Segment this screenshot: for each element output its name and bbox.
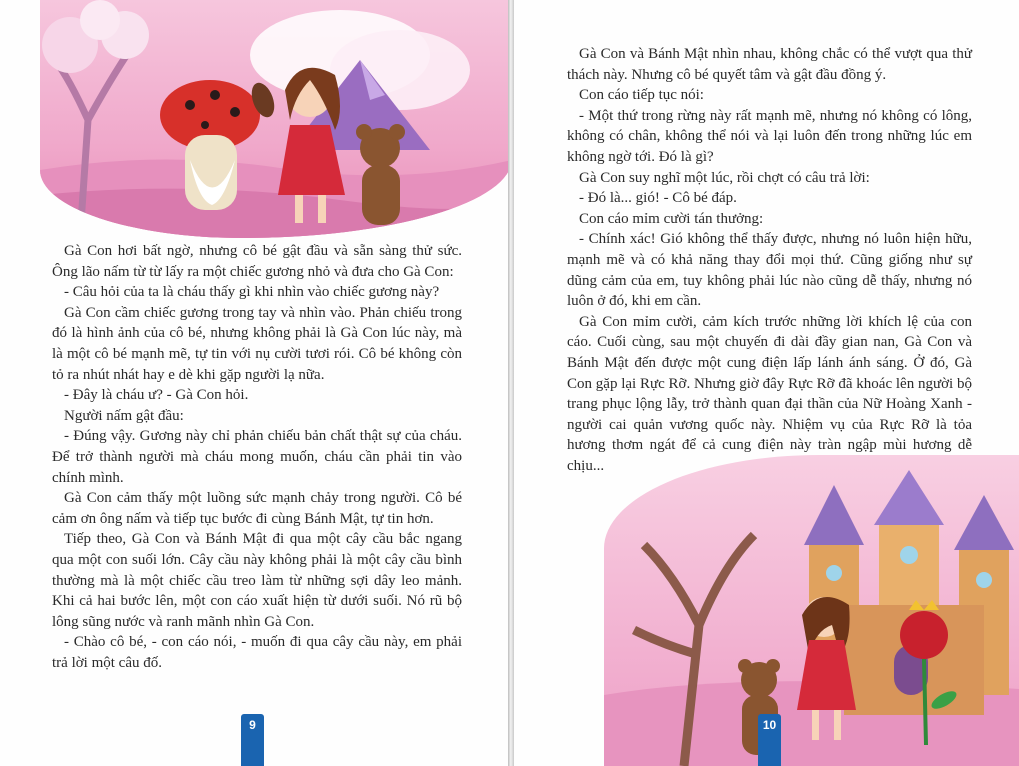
paragraph: Con cáo tiếp tục nói: [579, 87, 704, 104]
left-page [0, 0, 508, 766]
left-page-text [52, 241, 462, 673]
paragraph: Gà Con mỉm cười, cảm kích trước những lời khích lệ của con cáo. Cuối cùng, sau một chuyến đi dài đầy gian nan, Gà Con và Bánh Mật đến được một cung điện lấp lánh ánh sáng. Ở đó, Gà Con gặp lại Rực Rỡ. Nhưng giờ đây Rực Rỡ đã khoác lên người bộ trang phục lộng lẫy, trở thành quan đại thần của Nữ Hoàng Xanh - người cai quản vương quốc này. Nhiệm vụ của Rực Rỡ là tỏa hương thơm ngát để cả cung điện này tràn ngập mùi hương dễ chịu... [567, 313, 972, 474]
castle-illustration [604, 455, 1019, 766]
page-number-tab: 10 [758, 714, 781, 766]
paragraph: - Đúng vậy. Gương này chỉ phản chiếu bản chất thật sự của cháu. Để trở thành người mà cháu mong muốn, cháu cần phải tin vào chính mình. [52, 428, 462, 486]
paragraph: Tiếp theo, Gà Con và Bánh Mật đi qua một cây cầu bắc ngang qua một con suối lớn. Cây cầu này không phải là một cây cầu bình thường mà là một chiếc cầu treo làm từ những sợi dây leo mảnh. Khi cả hai bước lên, một con cáo xuất hiện từ dưới suối. Nó rũ bộ lông sũng nước và ranh mãnh nhìn Gà Con. [52, 531, 462, 630]
paragraph: - Đó là... gió! - Cô bé đáp. [579, 190, 737, 207]
page-number-tab: 9 [241, 714, 264, 766]
paragraph: Gà Con suy nghĩ một lúc, rồi chợt có câu trả lời: [579, 169, 870, 186]
mushroom-mirror-illustration [40, 0, 508, 238]
paragraph: - Một thứ trong rừng này rất mạnh mẽ, nhưng nó không có lông, không có chân, không thể nói và lại luôn đến trong những lúc em không ngờ tới. Đó là gì? [567, 107, 972, 165]
paragraph: Gà Con hơi bất ngờ, nhưng cô bé gật đầu và sẵn sàng thử sức. Ông lão nấm từ từ lấy ra một chiếc gương nhỏ và đưa cho Gà Con: [52, 243, 462, 280]
paragraph: - Chính xác! Gió không thể thấy được, nhưng nó luôn hiện hữu, mạnh mẽ và có khả năng thay đổi mọi thứ. Cũng giống như sự dũng cảm của em, tuy không phải lúc nào cũng dễ thấy, nhưng nó luôn ở đó, khi em cần. [567, 231, 972, 310]
paragraph: - Chào cô bé, - con cáo nói, - muốn đi qua cây cầu này, em phải trả lời một câu đố. [52, 634, 462, 671]
paragraph: - Câu hỏi của ta là cháu thấy gì khi nhìn vào chiếc gương này? [64, 284, 440, 301]
right-page [514, 0, 1019, 766]
paragraph: Con cáo mỉm cười tán thưởng: [579, 210, 764, 227]
paragraph: Gà Con và Bánh Mật nhìn nhau, không chắc có thể vượt qua thử thách này. Nhưng cô bé quyết tâm và gật đầu đồng ý. [567, 46, 972, 83]
paragraph: - Đây là cháu ư? - Gà Con hỏi. [64, 387, 249, 404]
paragraph: Người nấm gật đầu: [64, 407, 184, 424]
paragraph: Gà Con cảm thấy một luồng sức mạnh chảy trong người. Cô bé cảm ơn ông nấm và tiếp tục bước đi cùng Bánh Mật, tự tin hơn. [52, 490, 462, 527]
right-page-text [567, 44, 972, 476]
paragraph: Gà Con cầm chiếc gương trong tay và nhìn vào. Phản chiếu trong đó là hình ảnh của cô bé, nhưng không phải là Gà Con lúc này, mà là một cô bé mạnh mẽ, tự tin với nụ cười tươi rói. Cô bé không còn tỏ ra nhút nhát hay e dè khi gặp người lạ nữa. [52, 304, 462, 383]
